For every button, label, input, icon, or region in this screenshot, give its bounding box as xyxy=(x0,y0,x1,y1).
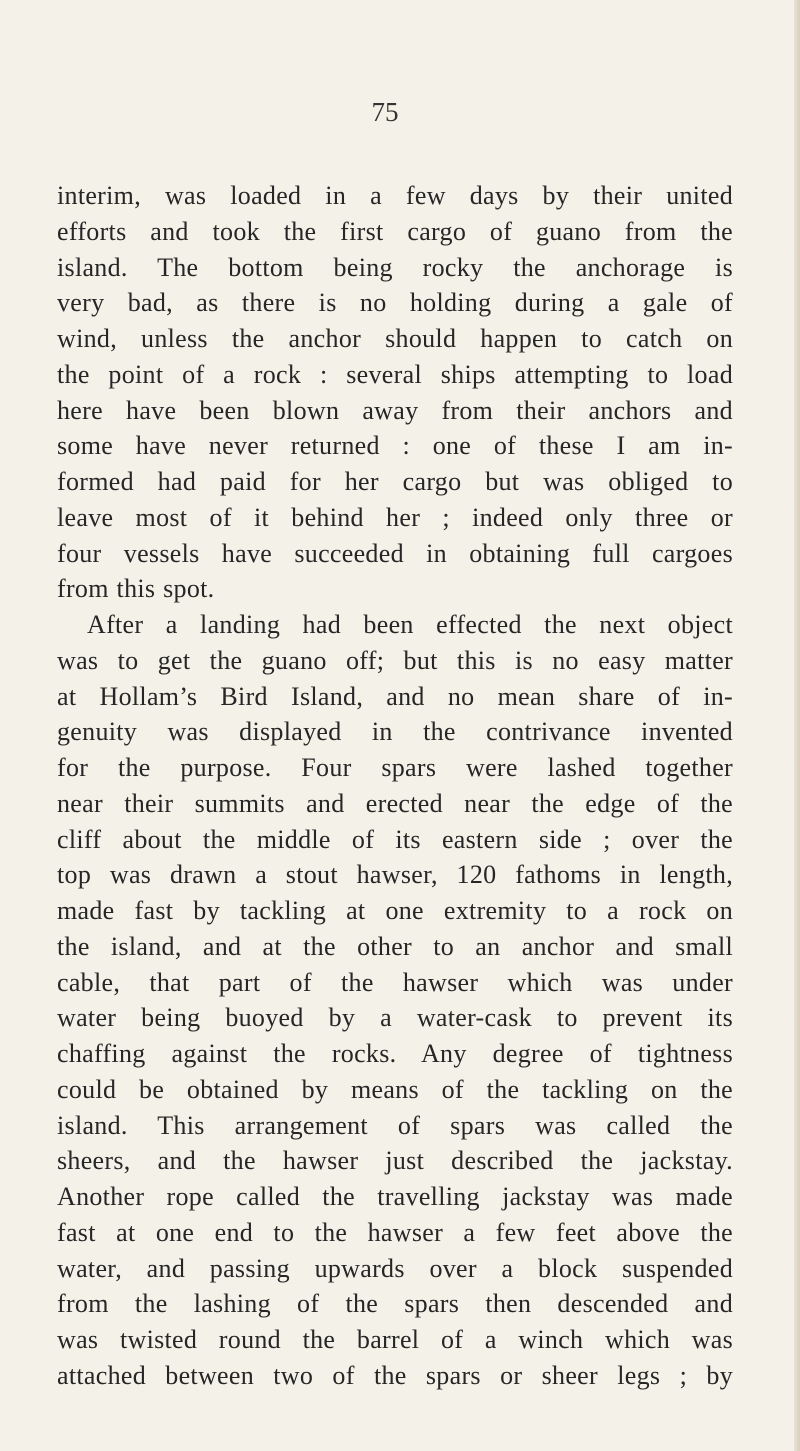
text-line: water, and passing upwards over a block suspended xyxy=(57,1253,733,1283)
text-line: leave most of it behind her ; indeed only three or xyxy=(57,502,733,532)
text-line: very bad, as there is no holding during a gale of xyxy=(57,288,733,318)
text-line: top was drawn a stout hawser, 120 fathoms in length, xyxy=(57,860,733,890)
text-line: chaffing against the rocks. Any degree of tightness xyxy=(57,1039,733,1068)
text-line: water being buoyed by a water-cask to prevent its xyxy=(57,1003,733,1033)
text-line: efforts and took the first cargo of guano from the xyxy=(57,216,733,246)
text-line: formed had paid for her cargo but was obliged to xyxy=(57,467,733,496)
text-line: sheers, and the hawser just described the jackstay. xyxy=(57,1146,733,1176)
text-line: near their summits and erected near the edge of the xyxy=(57,788,733,818)
text-line: Another rope called the travelling jackstay was made xyxy=(57,1182,733,1211)
text-line: the point of a rock : several ships attempting to load xyxy=(57,359,733,389)
text-line: genuity was displayed in the contrivance invented xyxy=(57,717,733,747)
text-line: island. The bottom being rocky the anchorage is xyxy=(57,252,733,282)
text-line: here have been blown away from their anchors and xyxy=(57,395,733,425)
text-line: for the purpose. Four spars were lashed together xyxy=(57,753,733,782)
page-number: 75 xyxy=(371,97,399,127)
text-line: cliff about the middle of its eastern side ; over the xyxy=(57,824,733,854)
text-line: the island, and at the other to an anchor and small xyxy=(57,931,733,961)
text-line: attached between two of the spars or sheer legs ; by xyxy=(57,1360,733,1390)
text-line: from this spot. xyxy=(57,574,215,604)
text-line: After a landing had been effected the next object xyxy=(87,610,733,639)
text-line: island. This arrangement of spars was called the xyxy=(57,1110,733,1140)
text-line: was twisted round the barrel of a winch which was xyxy=(57,1325,733,1354)
text-line: was to get the guano off; but this is no easy matter xyxy=(57,645,733,675)
text-line: from the lashing of the spars then descended and xyxy=(57,1289,733,1319)
text-line: could be obtained by means of the tackling on the xyxy=(57,1074,733,1104)
text-line: cable, that part of the hawser which was under xyxy=(57,967,733,997)
text-line: some have never returned : one of these I am in- xyxy=(57,431,733,461)
text-line: four vessels have succeeded in obtaining full cargoes xyxy=(57,538,733,568)
page-edge xyxy=(794,0,800,1451)
text-line: interim, was loaded in a few days by their united xyxy=(57,181,733,210)
text-line: wind, unless the anchor should happen to catch on xyxy=(57,324,733,353)
text-line: at Hollam’s Bird Island, and no mean share of in- xyxy=(57,681,733,711)
text-line: fast at one end to the hawser a few feet above the xyxy=(57,1217,733,1247)
text-line: made fast by tackling at one extremity to a rock on xyxy=(57,896,733,925)
